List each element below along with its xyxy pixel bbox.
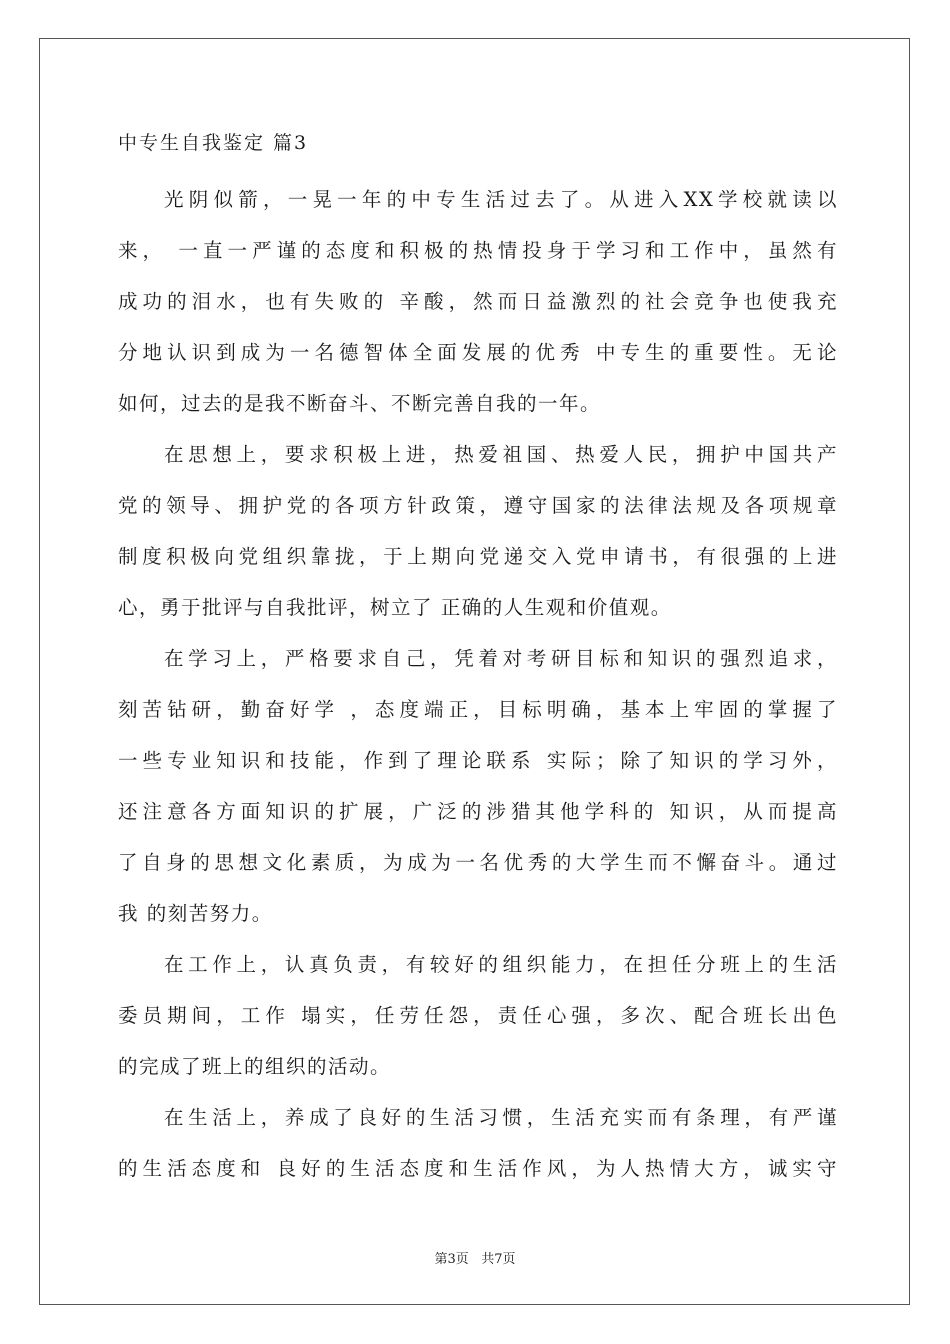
- paragraph-5-line-1: 在生活上，养成了良好的生活习惯，生活充实而有条理，有严谨: [164, 1106, 838, 1129]
- document-title: 中专生自我鉴定 篇3: [118, 132, 309, 154]
- paragraph-1-line-5: 如何，过去的是我不断奋斗、不断完善自我的一年。: [118, 392, 602, 415]
- paragraph-2-line-1: 在思想上，要求积极上进，热爱祖国、热爱人民，拥护中国共产: [164, 443, 838, 466]
- paragraph-3-line-3: 一些专业知识和技能，作到了理论联系 实际；除了知识的学习外，: [118, 749, 838, 772]
- paragraph-1-line-3: 成功的泪水，也有失败的 辛酸，然而日益激烈的社会竞争也使我充: [118, 290, 838, 313]
- paragraph-3-line-5: 了自身的思想文化素质，为成为一名优秀的大学生而不懈奋斗。通过: [118, 851, 838, 874]
- paragraph-1-line-2: 来， 一直一严谨的态度和积极的热情投身于学习和工作中，虽然有: [118, 239, 838, 262]
- paragraph-3-line-4: 还注意各方面知识的扩展，广泛的涉猎其他学科的 知识，从而提高: [118, 800, 838, 823]
- paragraph-2-line-4: 心，勇于批评与自我批评，树立了 正确的人生观和价值观。: [118, 596, 672, 619]
- page-total: 共7页: [481, 1252, 516, 1267]
- paragraph-2-line-2: 党的领导、拥护党的各项方针政策，遵守国家的法律法规及各项规章: [118, 494, 838, 517]
- paragraph-3-line-6: 我 的刻苦努力。: [118, 902, 273, 925]
- paragraph-3-line-1: 在学习上，严格要求自己，凭着对考研目标和知识的强烈追求，: [164, 647, 838, 670]
- paragraph-4-line-3: 的完成了班上的组织的活动。: [118, 1055, 392, 1078]
- paragraph-1-line-4: 分地认识到成为一名德智体全面发展的优秀 中专生的重要性。无论: [118, 341, 838, 364]
- paragraph-4-line-2: 委员期间，工作 塌实，任劳任怨，责任心强，多次、配合班长出色: [118, 1004, 838, 1027]
- paragraph-4-line-1: 在工作上，认真负责，有较好的组织能力，在担任分班上的生活: [164, 953, 838, 976]
- paragraph-5-line-2: 的生活态度和 良好的生活态度和生活作风，为人热情大方，诚实守: [118, 1157, 838, 1180]
- paragraph-3-line-2: 刻苦钻研，勤奋好学 ，态度端正，目标明确，基本上牢固的掌握了: [118, 698, 838, 721]
- page-number: 第3页: [434, 1252, 469, 1267]
- paragraph-2-line-3: 制度积极向党组织靠拢，于上期向党递交入党申请书，有很强的上进: [118, 545, 838, 568]
- paragraph-1-line-1: 光阴似箭，一晃一年的中专生活过去了。从进入XX学校就读以: [164, 188, 838, 211]
- page-footer: [0, 1248, 950, 1267]
